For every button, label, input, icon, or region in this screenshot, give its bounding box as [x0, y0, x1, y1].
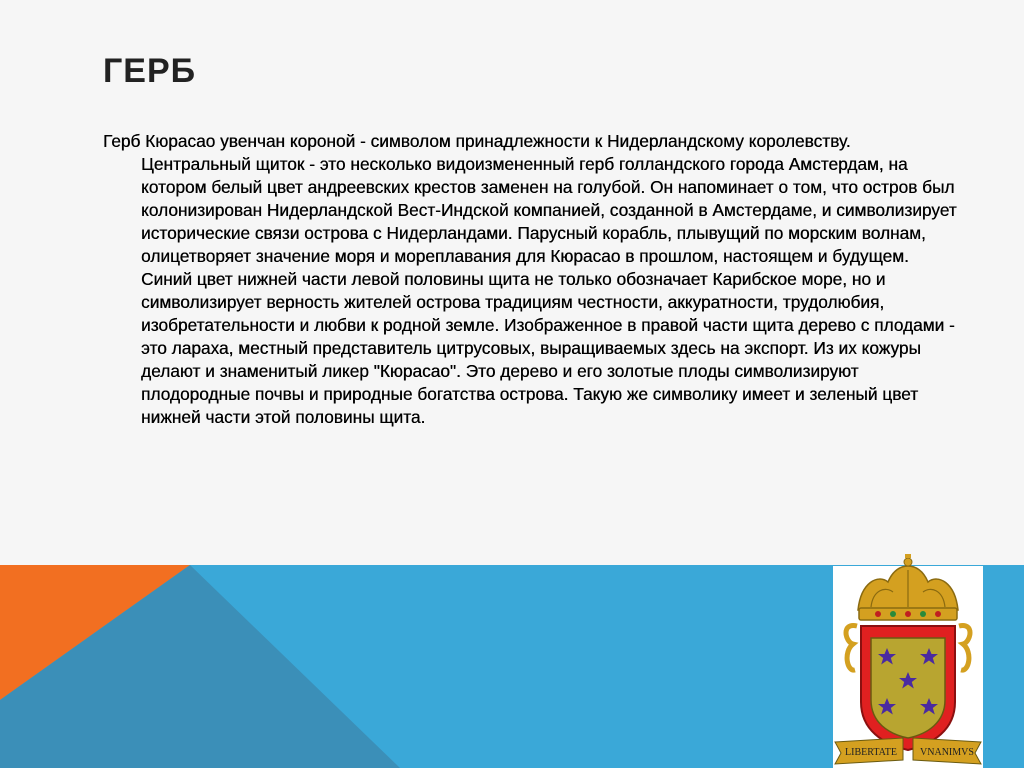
slide-body-text: Герб Кюрасао увенчан короной - символом принадлежности к Нидерландскому королевству. Центральный щиток - это несколько видоизмененный герб голландского города Амстердам, на котором белый цвет андреевских крестов заменен на голубой. Он напоминает о том, что остров был колонизирован Нидерландской Вест-Индской компанией, созданной в Амстердаме, и символизирует исторические связи острова с Нидерландами. Парусный корабль, плывущий по морским волнам, олицетворяет значение моря и мореплавания для Кюрасао в прошлом, настоящем и будущем. Синий цвет нижней части левой половины щита не только обозначает Карибское море, но и символизирует верность жителей острова традициям честности, аккуратности, трудолюбия, изобретательности и любви к родной земле. Изображенное в правой части щита дерево с плодами - это лараха, местный представитель цитрусовых, выращиваемых здесь на экспорт. Из их кожуры делают и знаменитый ликер "Кюрасао". Это дерево и его золотые плоды символизируют плодородные почвы и природные богатства острова. Такую же символику имеет и зеленый цвет нижней части этой половины щита.: [103, 131, 957, 427]
coat-of-arms-emblem: [833, 552, 983, 768]
shield-icon: [861, 626, 955, 750]
motto-right: VNANIMVS: [920, 747, 974, 758]
slide-title: ГЕРБ: [103, 52, 197, 90]
crown-icon: [858, 554, 958, 620]
motto-left: LIBERTATE: [845, 747, 897, 758]
